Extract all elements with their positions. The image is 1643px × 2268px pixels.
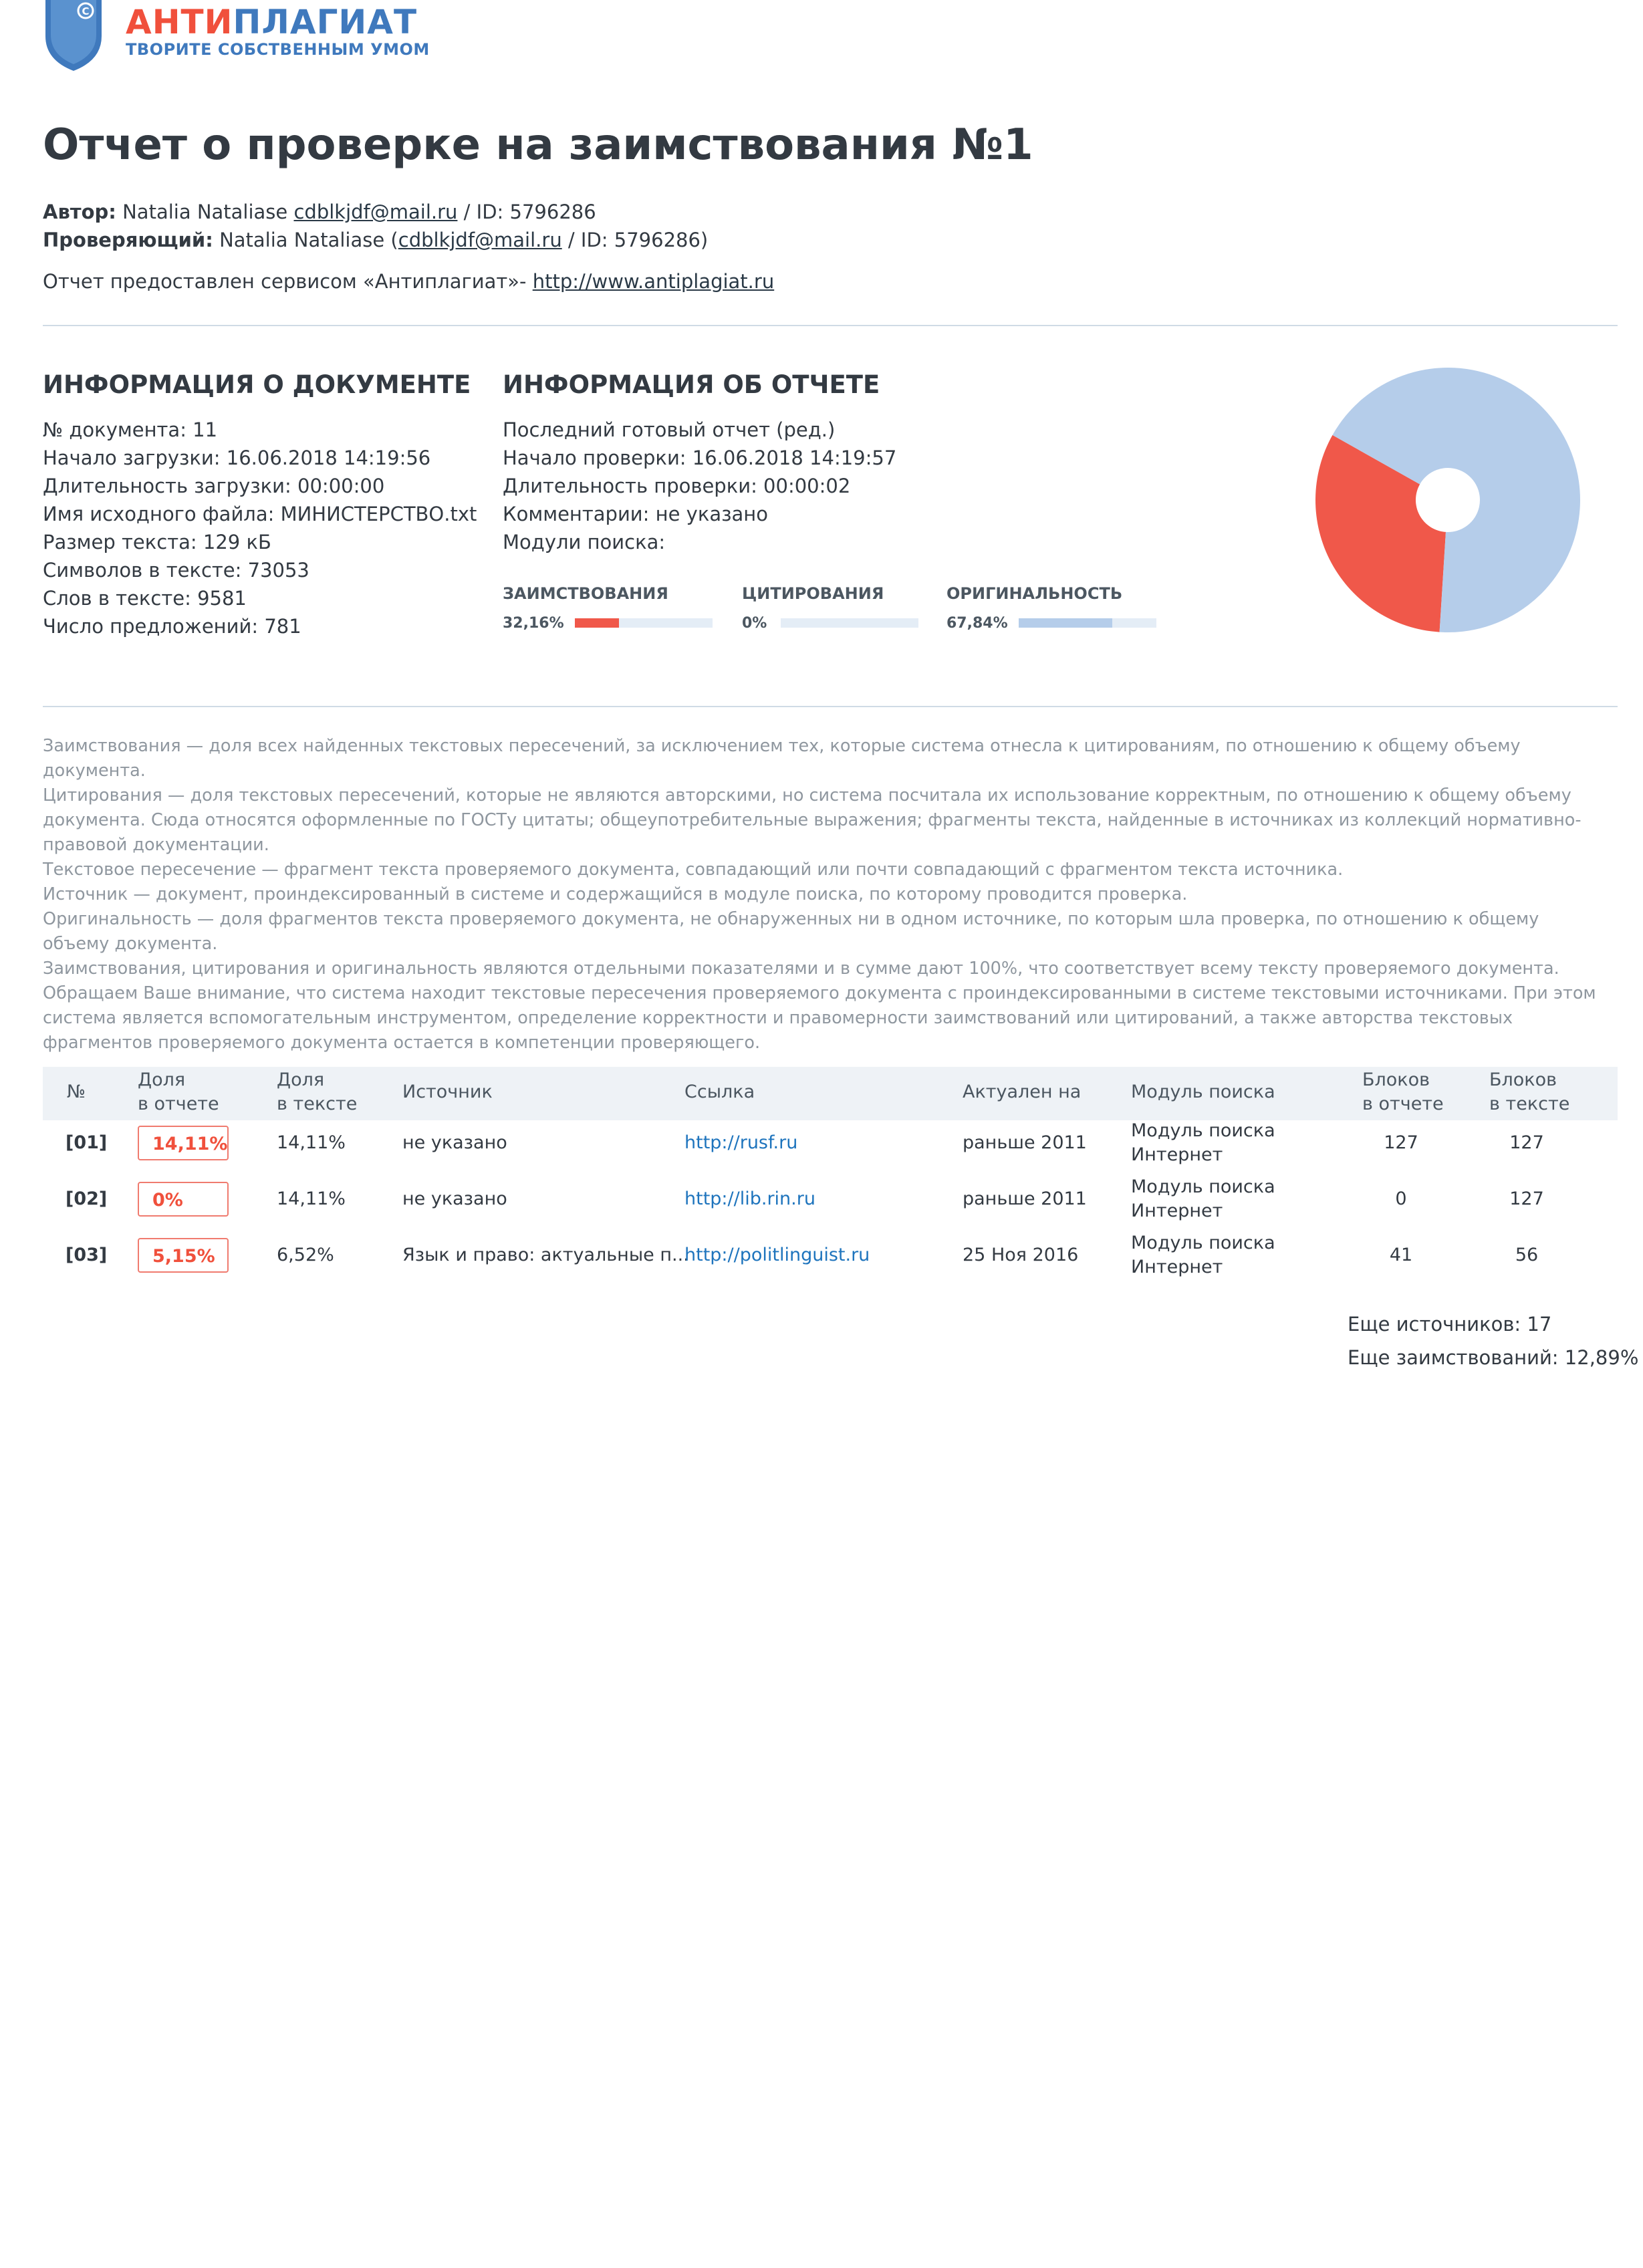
definition-notice: Обращаем Ваше внимание, что система находит текстовые пересечения проверяемого документа с проиндексированными в системе текстовыми источниками. При этом система является вспомогательным инструментом, определение корректности и правомерности заимствований или цитирований, а также авторства текстовых фрагментов проверяемого документа остается в компетенции проверяющего. [43, 983, 1596, 1053]
col-blocks-report: Блоков в отчете [1362, 1069, 1444, 1114]
report-info-line: Последний готовый отчет (ред.) [503, 418, 836, 441]
report-info-list [503, 416, 896, 556]
source-name: не указано [402, 1132, 507, 1153]
col-blocks-text: Блоков в тексте [1489, 1069, 1570, 1114]
logo-wordmark: АНТИПЛАГИАТ [126, 3, 418, 41]
doc-info-line: Слов в тексте: 9581 [43, 587, 247, 610]
definitions-block [43, 734, 1600, 1055]
report-info-line: Длительность проверки: 00:00:02 [503, 475, 851, 497]
metric-borrowing-bar [575, 618, 713, 628]
author-line [43, 201, 596, 223]
definition-citation: Цитирования — доля текстовых пересечений, которые не являются авторскими, но система посчитала их использование корректным, по отношению к общему объему документа. Сюда относятся оформленные по ГОСТу цитаты; общеупотребительные выражения; фрагменты текста, найденные в источниках из коллекций нормативно-правовой документации. [43, 785, 1582, 855]
more-borrowings: Еще заимствований: 12,89% [1348, 1346, 1639, 1369]
doc-info-list [43, 416, 477, 640]
search-module: Модуль поиска Интернет [1131, 1233, 1275, 1277]
author-email-link[interactable]: cdblkjdf@mail.ru [293, 201, 458, 223]
checker-line [43, 229, 708, 251]
row-number: [03] [66, 1245, 108, 1265]
search-module: Модуль поиска Интернет [1131, 1176, 1275, 1221]
metric-originality-fill [1019, 618, 1112, 628]
actual-date: раньше 2011 [963, 1132, 1087, 1153]
divider [43, 325, 1618, 326]
metric-citation-label: ЦИТИРОВАНИЯ [742, 584, 884, 603]
source-link[interactable]: http://lib.rin.ru [684, 1188, 815, 1209]
doc-info-line: Имя исходного файла: МИНИСТЕРСТВО.txt [43, 503, 477, 525]
col-share-report: Доля в отчете [138, 1069, 219, 1114]
checker-id: / ID: 5796286) [561, 229, 709, 251]
page-title: Отчет о проверке на заимствования №1 [43, 120, 1033, 170]
doc-info-line: Размер текста: 129 кБ [43, 531, 271, 553]
share-text: 14,11% [277, 1188, 346, 1209]
row-number: [02] [66, 1188, 108, 1209]
share-text: 6,52% [277, 1245, 334, 1265]
report-info-line: Модули поиска: [503, 531, 666, 553]
doc-info-line: № документа: 11 [43, 418, 218, 441]
divider [43, 706, 1618, 707]
metric-originality-label: ОРИГИНАЛЬНОСТЬ [946, 584, 1123, 603]
doc-info-line: Длительность загрузки: 00:00:00 [43, 475, 385, 497]
definition-originality: Оригинальность — доля фрагментов текста проверяемого документа, не обнаруженных ни в одном источнике, по которым шла проверка, по отношению к общему объему документа. [43, 909, 1539, 954]
blocks-report: 0 [1395, 1188, 1407, 1209]
author-label: Автор: [43, 201, 116, 223]
service-url-link[interactable]: http://www.antiplagiat.ru [532, 270, 775, 293]
provided-text: Отчет предоставлен сервисом «Антиплагиат»- [43, 270, 533, 293]
metric-originality-bar [1019, 618, 1156, 628]
metric-citation-bar [781, 618, 918, 628]
doc-info-line: Число предложений: 781 [43, 615, 301, 638]
actual-date: раньше 2011 [963, 1188, 1087, 1209]
definition-borrowing: Заимствования — доля всех найденных текстовых пересечений, за исключением тех, которые система отнесла к цитированиям, по отношению к общему объему документа. [43, 736, 1521, 781]
metric-borrowing-fill [575, 618, 619, 628]
col-num: № [67, 1082, 86, 1102]
definition-text-intersection: Текстовое пересечение — фрагмент текста проверяемого документа, совпадающий или почти совпадающий с фрагментом текста источника. [43, 860, 1344, 880]
originality-donut-chart [1314, 366, 1582, 634]
logo-tagline: ТВОРИТЕ СОБСТВЕННЫМ УМОМ [126, 40, 430, 59]
col-share-text: Доля в тексте [277, 1069, 358, 1114]
blocks-report: 41 [1389, 1245, 1413, 1265]
doc-info-line: Начало загрузки: 16.06.2018 14:19:56 [43, 447, 431, 469]
checker-label: Проверяющий: [43, 229, 213, 251]
row-number: [01] [66, 1132, 108, 1153]
doc-info-line: Символов в тексте: 73053 [43, 559, 309, 582]
col-actual: Актуален на [963, 1082, 1082, 1102]
share-report-badge: 5,15% [138, 1238, 229, 1273]
source-link[interactable]: http://rusf.ru [684, 1132, 798, 1153]
source-name: не указано [402, 1188, 507, 1209]
col-link: Ссылка [684, 1082, 755, 1102]
source-name: Язык и право: актуальные п... [402, 1245, 689, 1265]
report-info-heading: ИНФОРМАЦИЯ ОБ ОТЧЕТЕ [503, 370, 880, 399]
provided-line [43, 270, 774, 293]
share-text: 14,11% [277, 1132, 346, 1153]
metric-borrowing-value: 32,16% [503, 615, 564, 632]
blocks-report: 127 [1384, 1132, 1418, 1153]
definition-source: Источник — документ, проиндексированный в системе и содержащийся в модуле поиска, по которому проводится проверка. [43, 884, 1188, 904]
blocks-text: 127 [1509, 1132, 1544, 1153]
metric-citation-value: 0% [742, 615, 767, 632]
col-module: Модуль поиска [1131, 1082, 1275, 1102]
checker-name: Natalia Nataliase ( [219, 229, 398, 251]
report-info-line: Начало проверки: 16.06.2018 14:19:57 [503, 447, 897, 469]
share-report-badge: 0% [138, 1182, 229, 1217]
share-report-badge: 14,11% [138, 1126, 229, 1160]
blocks-text: 56 [1515, 1245, 1539, 1265]
doc-info-heading: ИНФОРМАЦИЯ О ДОКУМЕНТЕ [43, 370, 471, 399]
copyright-shield-icon [43, 0, 104, 72]
col-source: Источник [402, 1082, 493, 1102]
metric-originality-value: 67,84% [946, 615, 1008, 632]
blocks-text: 127 [1509, 1188, 1544, 1209]
source-link[interactable]: http://politlinguist.ru [684, 1245, 870, 1265]
author-name: Natalia Nataliase [122, 201, 288, 223]
svg-text:C: C [82, 5, 90, 17]
search-module: Модуль поиска Интернет [1131, 1120, 1275, 1165]
checker-email-link[interactable]: cdblkjdf@mail.ru [398, 229, 562, 251]
definition-sum: Заимствования, цитирования и оригинальность являются отдельными показателями и в сумме дают 100%, что соответствует всему тексту проверяемого документа. [43, 959, 1559, 979]
author-id: / ID: 5796286 [457, 201, 596, 223]
more-sources: Еще источников: 17 [1348, 1313, 1552, 1336]
report-info-line: Комментарии: не указано [503, 503, 769, 525]
actual-date: 25 Ноя 2016 [963, 1245, 1079, 1265]
metric-borrowing-label: ЗАИМСТВОВАНИЯ [503, 584, 668, 603]
